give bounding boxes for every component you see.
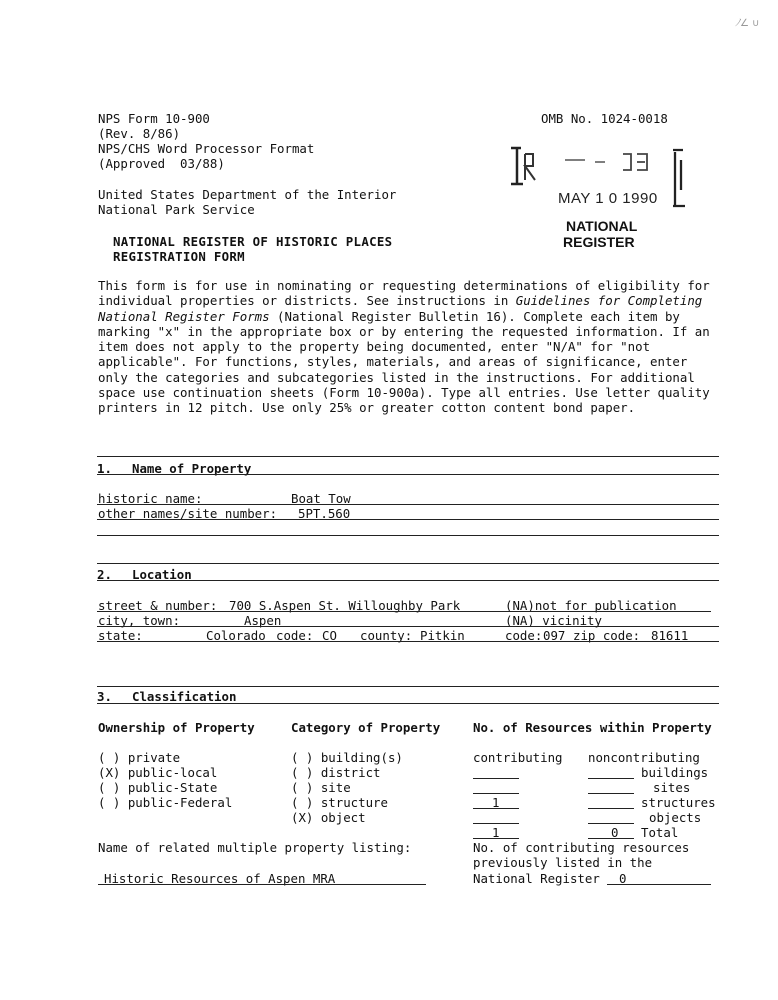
state-code-label: code: [276,628,314,643]
noncontributing-blank [588,778,634,779]
resource-type-label: objects [649,810,702,825]
instructions-paragraph [98,278,723,416]
ownership-option: ( ) public-Federal [98,795,233,810]
section-2-number: 2. [97,567,112,582]
form-approved: (Approved 03/88) [98,156,225,171]
related-listing-line [98,884,426,885]
related-listing-label: Name of related multiple property listing: [98,840,412,855]
section-1-heading-rule [97,474,719,475]
contributing-blank [473,793,519,794]
section-3-heading-rule [97,703,719,704]
zip-label: zip code: [573,628,641,643]
contributing-heading: contributing [473,750,563,765]
section-2-title: Location [132,567,192,582]
noncontributing-heading: noncontributing [588,750,700,765]
county-label: county: [360,628,413,643]
guidelines-title: Guidelines for Completing National Register Forms [98,293,703,324]
stamp-register: REGISTER [563,234,635,250]
form-subtitle: REGISTRATION FORM [113,249,245,264]
section-1-bottom-rule [97,535,719,536]
form-format: NPS/CHS Word Processor Format [98,141,315,156]
stamp-date: MAY 1 0 1990 [558,190,658,207]
resource-type-label: sites [653,780,691,795]
historic-name-line [97,504,719,505]
section-1-top-rule [97,456,719,457]
previously-listed-value: 0 [619,871,627,886]
section-3-title: Classification [132,689,237,704]
state-value: Colorado [206,628,266,643]
category-heading: Category of Property [291,720,441,735]
resource-type-label: structures [641,795,716,810]
park-service: National Park Service [98,202,255,217]
previously-listed-line [607,884,711,885]
contributing-blank [473,778,519,779]
instructions-text-1: This form is for use in nominating or requesting determinations of eligibility for individual properties or districts. See instructions in [98,278,710,309]
county-value: Pitkin [420,628,465,643]
county-code-label: code: [505,628,543,643]
city-label: city, town: [98,613,181,628]
noncontributing-count: 0 [611,825,619,840]
noncontributing-blank [588,808,634,809]
form-number: NPS Form 10-900 [98,111,210,126]
other-names-label: other names/site number: [98,506,278,521]
historic-name-label: historic name: [98,491,203,506]
category-option: ( ) building(s) [291,750,403,765]
ownership-option: ( ) public-State [98,780,218,795]
noncontributing-blank [588,823,634,824]
not-for-publication: (NA)not for publication [505,598,677,613]
category-option: ( ) district [291,765,381,780]
street-label: street & number: [98,598,218,613]
resource-type-label: Total [641,825,679,840]
street-value: 700 S.Aspen St. Willoughby Park [229,598,461,613]
other-names-value: 5PT.560 [298,506,351,521]
county-code-value: 097 [543,628,566,643]
state-code-value: CO [322,628,337,643]
zip-value: 81611 [651,628,689,643]
section-3-number: 3. [97,689,112,704]
resources-heading: No. of Resources within Property [473,720,712,735]
instructions-text-2: (National Register Bulletin 16). Complete each item by marking "x" in the appropriate box or by entering the requested information. If an item does not apply to the property being documented, enter "N/A" for "not applicable". For functions, styles, materials, and areas of significance, enter only the categories and subcategories listed in the instructions. For additional space use continuation sheets (Form 10-900a). Type all entries. Use letter quality printers in 12 pitch. Use only 25% or greater cotton content bond paper. [98,308,710,416]
form-title: NATIONAL REGISTER OF HISTORIC PLACES [113,234,393,249]
city-value: Aspen [244,613,282,628]
related-listing-value: Historic Resources of Aspen MRA [104,871,336,886]
ownership-heading: Ownership of Property [98,720,255,735]
noncontributing-blank [588,793,634,794]
handwritten-mark: ﾉ∠ ∪ [735,18,760,29]
omb-number: OMB No. 1024-0018 [541,111,668,126]
contributing-count: 1 [492,795,500,810]
ownership-option: ( ) private [98,750,181,765]
state-label: state: [98,628,143,643]
other-names-line [97,519,719,520]
street-line [97,611,711,612]
city-line [97,626,719,627]
section-2-top-rule [97,563,719,564]
previously-listed-line2: previously listed in the [473,855,653,870]
ownership-option: (X) public-local [98,765,218,780]
department: United States Department of the Interior [98,187,397,202]
section-3-top-rule [97,686,719,687]
contributing-count: 1 [492,825,500,840]
category-option: (X) object [291,810,366,825]
category-option: ( ) site [291,780,351,795]
historic-name-value: Boat Tow [291,491,351,506]
section-2-heading-rule [97,580,719,581]
vicinity: (NA) vicinity [505,613,602,628]
stamp-national: NATIONAL [566,218,638,234]
contributing-blank [473,823,519,824]
previously-listed-line1: No. of contributing resources [473,840,690,855]
form-revision: (Rev. 8/86) [98,126,181,141]
category-option: ( ) structure [291,795,388,810]
section-1-title: Name of Property [132,461,252,476]
state-line [97,641,719,642]
resource-type-label: buildings [641,765,709,780]
section-1-number: 1. [97,461,112,476]
previously-listed-line3: National Register [473,871,600,886]
